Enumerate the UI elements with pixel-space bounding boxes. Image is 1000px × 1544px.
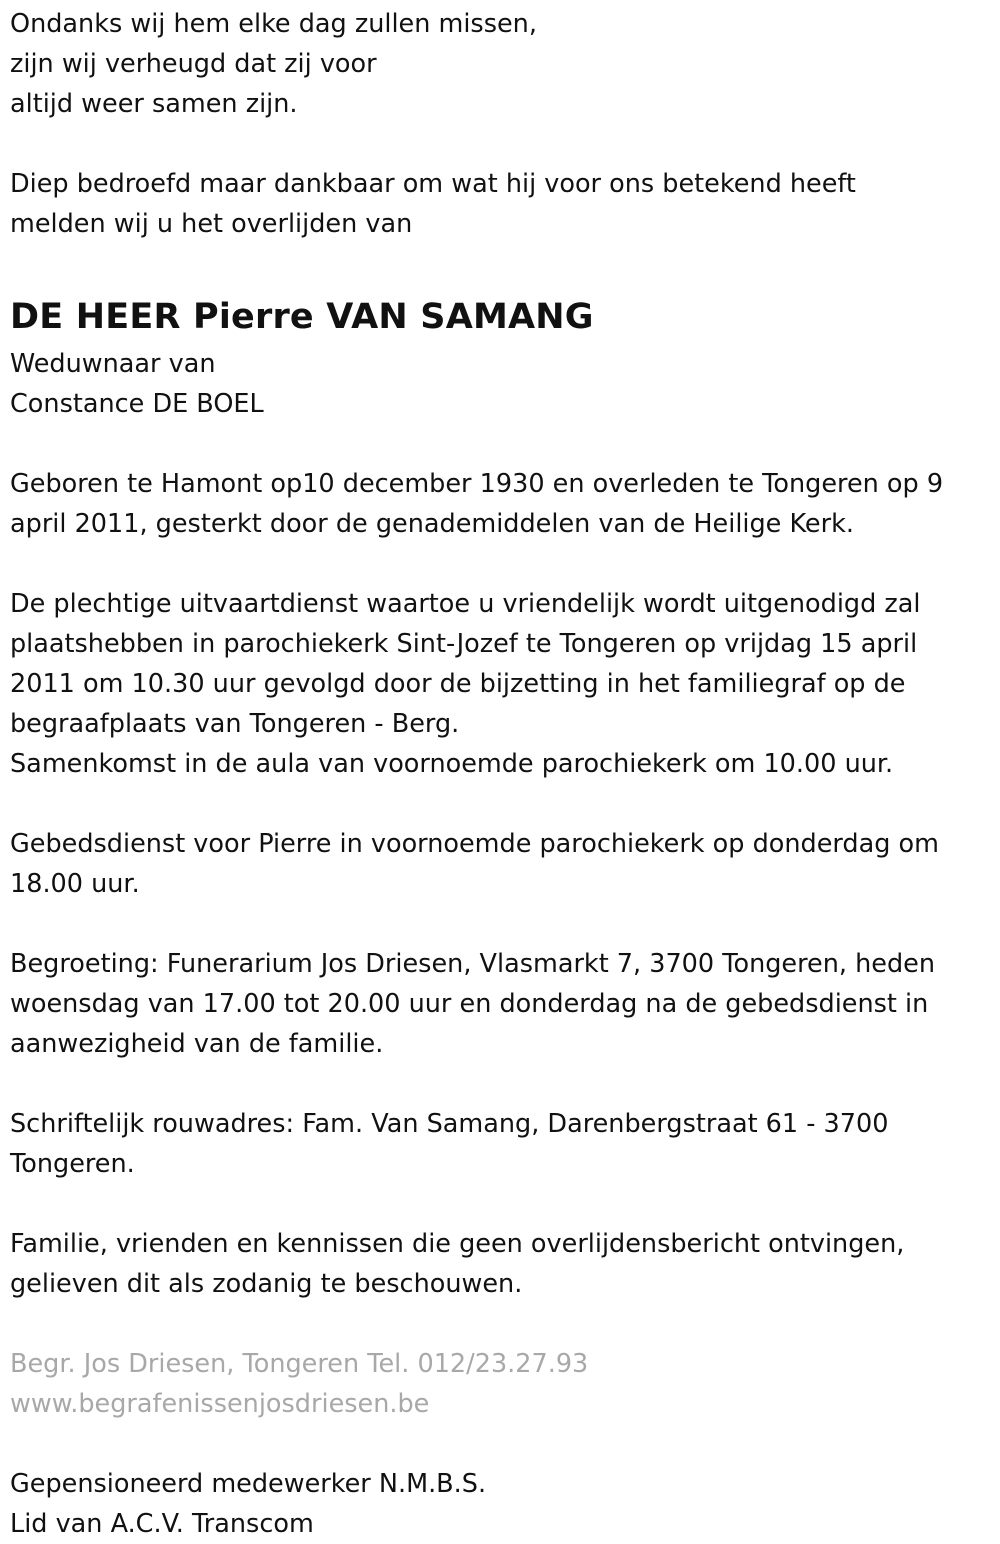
birth-death-line: Geboren te Hamont op10 december 1930 en overleden te Tongeren op 9 bbox=[10, 469, 944, 499]
spacer bbox=[10, 544, 995, 584]
funeral-home-phone: Begr. Jos Driesen, Tongeren Tel. 012/23.27.93 bbox=[10, 1349, 589, 1379]
spacer bbox=[10, 424, 995, 464]
announcement-line: melden wij u het overlijden van bbox=[10, 209, 413, 239]
funeral-service-line: De plechtige uitvaartdienst waartoe u vriendelijk wordt uitgenodigd zal bbox=[10, 589, 921, 619]
funeral-service-line: 2011 om 10.30 uur gevolgd door de bijzetting in het familiegraf op de bbox=[10, 669, 906, 699]
spacer bbox=[10, 904, 995, 944]
opening-quote-line: Ondanks wij hem elke dag zullen missen, bbox=[10, 9, 537, 39]
funeral-home-website: www.begrafenissenjosdriesen.be bbox=[10, 1389, 430, 1419]
biography-line: Gepensioneerd medewerker N.M.B.S. bbox=[10, 1469, 487, 1499]
funeral-service-info bbox=[10, 584, 995, 784]
opening-quote bbox=[10, 4, 995, 124]
announcement-line: Diep bedroefd maar dankbaar om wat hij voor ons betekend heeft bbox=[10, 169, 856, 199]
birth-death-info bbox=[10, 464, 995, 544]
visitation-line: Begroeting: Funerarium Jos Driesen, Vlasmarkt 7, 3700 Tongeren, heden bbox=[10, 949, 935, 979]
funeral-service-line: plaatshebben in parochiekerk Sint-Jozef te Tongeren op vrijdag 15 april bbox=[10, 629, 918, 659]
opening-quote-line: zijn wij verheugd dat zij voor bbox=[10, 49, 377, 79]
deceased-name: DE HEER Pierre VAN SAMANG bbox=[10, 297, 594, 337]
prayer-service-line: 18.00 uur. bbox=[10, 869, 140, 899]
biography bbox=[10, 1464, 995, 1544]
spacer bbox=[10, 1304, 995, 1344]
mourning-address bbox=[10, 1104, 995, 1184]
prayer-service-info bbox=[10, 824, 995, 904]
mourning-address-line: Schriftelijk rouwadres: Fam. Van Samang, Darenbergstraat 61 - 3700 bbox=[10, 1109, 889, 1139]
spouse-line: Constance DE BOEL bbox=[10, 389, 264, 419]
visitation-line: woensdag van 17.00 tot 20.00 uur en donderdag na de gebedsdienst in bbox=[10, 989, 929, 1019]
mourning-address-line: Tongeren. bbox=[10, 1149, 135, 1179]
spacer bbox=[10, 124, 995, 164]
notice-line: gelieven dit als zodanig te beschouwen. bbox=[10, 1269, 523, 1299]
notice-line: Familie, vrienden en kennissen die geen overlijdensbericht ontvingen, bbox=[10, 1229, 905, 1259]
biography-line: Lid van A.C.V. Transcom bbox=[10, 1509, 314, 1539]
spacer bbox=[10, 784, 995, 824]
obituary-notice bbox=[10, 4, 995, 1544]
visitation-line: aanwezigheid van de familie. bbox=[10, 1029, 384, 1059]
spacer bbox=[10, 1184, 995, 1224]
notice bbox=[10, 1224, 995, 1304]
spouse-info bbox=[10, 344, 995, 424]
opening-quote-line: altijd weer samen zijn. bbox=[10, 89, 298, 119]
spacer bbox=[10, 1424, 995, 1464]
funeral-service-line: Samenkomst in de aula van voornoemde parochiekerk om 10.00 uur. bbox=[10, 749, 894, 779]
spouse-line: Weduwnaar van bbox=[10, 349, 216, 379]
spacer bbox=[10, 1064, 995, 1104]
funeral-home-info bbox=[10, 1344, 995, 1424]
announcement bbox=[10, 164, 995, 244]
prayer-service-line: Gebedsdienst voor Pierre in voornoemde parochiekerk op donderdag om bbox=[10, 829, 939, 859]
visitation-info bbox=[10, 944, 995, 1064]
funeral-service-line: begraafplaats van Tongeren - Berg. bbox=[10, 709, 460, 739]
spacer bbox=[10, 244, 995, 284]
birth-death-line: april 2011, gesterkt door de genademiddelen van de Heilige Kerk. bbox=[10, 509, 854, 539]
